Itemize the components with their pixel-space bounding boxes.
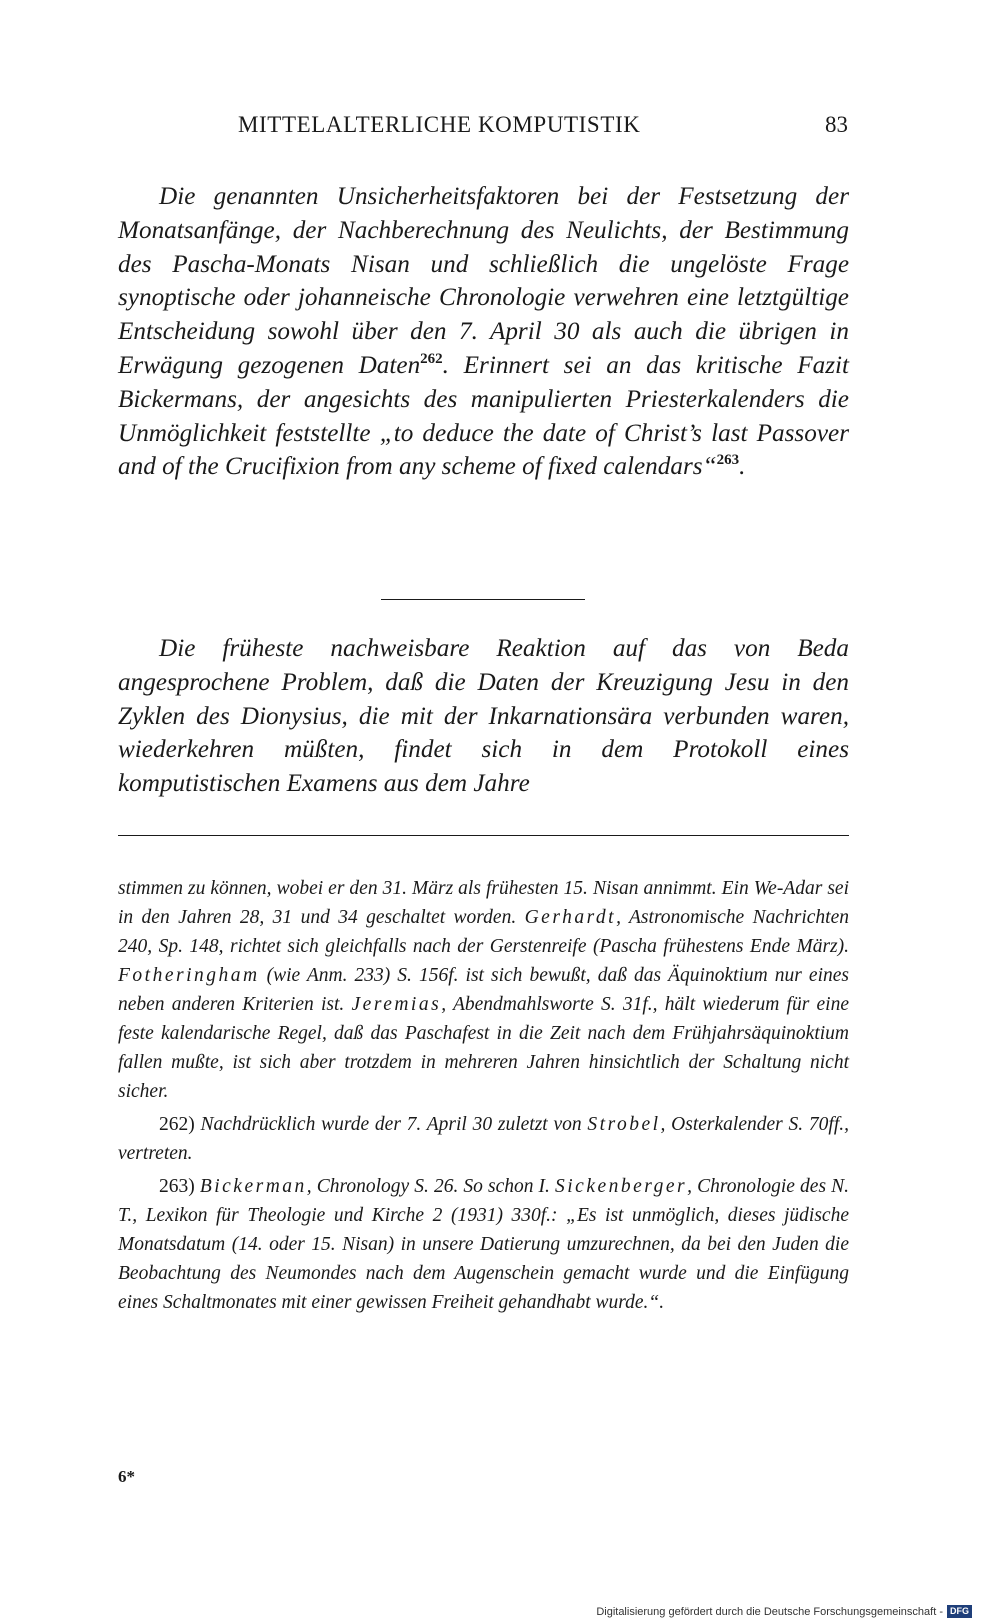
body-paragraph-1 — [118, 180, 849, 484]
footnote-text: (wie Anm. 233) S. 156f. ist sich bewußt, daß das Äquinoktium nur eines neben anderen Kriterien ist. — [118, 965, 849, 1015]
footnote-label: 262) — [159, 1114, 195, 1135]
footnote-ref-263[interactable]: 263 — [716, 452, 740, 469]
footnote-text: stimmen zu können, wobei er den 31. März als frühesten 15. Nisan annimmt. Ein We-Adar sei in den Jahren 28, 31 und 34 geschaltet worden. — [118, 878, 849, 928]
signature-mark: 6* — [118, 1467, 135, 1486]
footnote-text: , Chronologie des N. T., Lexikon für Theologie und Kirche 2 (1931) 330f.: „Es ist unmöglich, dieses jüdische Monatsdatum (14. oder 15. Nisan) in unsere Datierung umzurechnen, da bei den Juden die Beobachtung des Neumondes nach dem Augenschein gemacht wurde und die Einfügung eines Schaltmonates mit einer gewissen Freiheit gehandhabt wurde.“. — [118, 1176, 849, 1313]
credit-text: Digitalisierung gefördert durch die Deutsche Forschungsgemeinschaft - — [596, 1605, 943, 1618]
body-text: . — [739, 453, 746, 481]
footnote-262 — [118, 1110, 849, 1168]
footnote-ref-262[interactable]: 262 — [420, 350, 443, 367]
page-header — [238, 112, 848, 152]
footnote-text: , Chronology S. 26. So schon I. — [306, 1176, 555, 1197]
footnote-263 — [118, 1172, 849, 1317]
author-name: Fotheringham — [118, 965, 260, 986]
author-name: Strobel — [587, 1114, 661, 1135]
footnote-label: 263) — [159, 1176, 195, 1197]
footnote-continuation — [118, 874, 849, 1106]
footnote-text: Nachdrücklich wurde der 7. April 30 zuletzt von — [194, 1114, 588, 1135]
footnote-text: , Abendmahlsworte S. 31f., hält wiederum für eine feste kalendarische Regel, daß das Paschafest in die Zeit nach dem Frühjahrsäquinoktium fallen mußte, ist sich aber trotzdem in mehreren Jahren hinsichtlich der Schaltung nicht sicher. — [118, 994, 850, 1102]
footnote-text: , Osterkalender S. 70ff., vertreten. — [118, 1114, 850, 1164]
footnote-divider — [118, 835, 849, 836]
footnote-text: , Astronomische Nachrichten 240, Sp. 148, richtet sich gleichfalls nach der Gerstenreife (Pascha frühestens Ende März). — [118, 907, 849, 957]
author-name: Bickerman — [199, 1176, 307, 1197]
body-paragraph-2: Die früheste nachweisbare Reaktion auf das von Beda angesprochene Problem, daß die Daten der Kreuzigung Jesu in den Zyklen des Dionysius, die mit der Inkarnationsära verbunden waren, wiederkehren müßten, findet sich in dem Protokoll eines komputistischen Examens aus dem Jahre — [118, 635, 849, 798]
footnotes — [118, 874, 849, 1321]
author-name: Sickenberger — [555, 1176, 688, 1197]
author-name: Gerhardt — [524, 907, 617, 928]
author-name: Jeremias — [351, 994, 442, 1015]
body-text: . Erinnert sei an das kritische Fazit Bickermans, der angesichts des manipulierten Priesterkalenders die Unmöglichkeit feststellte „to deduce the date of Christ’s last Passover and of the Crucifixion from any scheme of fixed calendars“ — [118, 351, 850, 481]
page-number: 83 — [825, 112, 848, 137]
running-title: MITTELALTERLICHE KOMPUTISTIK — [238, 112, 641, 137]
body-text: Die genannten Unsicherheitsfaktoren bei der Festsetzung der Monatsanfänge, der Nachberechnung des Neulichts, der Bestimmung des Pascha-Monats Nisan und schließlich die ungelöste Frage synoptische oder johanneische Chronologie verwehren eine letztgültige Entscheidung sowohl über den 7. April 30 als auch die übrigen in Erwägung gezogenen Daten — [118, 183, 849, 379]
dfg-logo: DFG — [947, 1605, 972, 1618]
digitization-credit — [596, 1605, 972, 1618]
section-divider — [381, 599, 585, 600]
